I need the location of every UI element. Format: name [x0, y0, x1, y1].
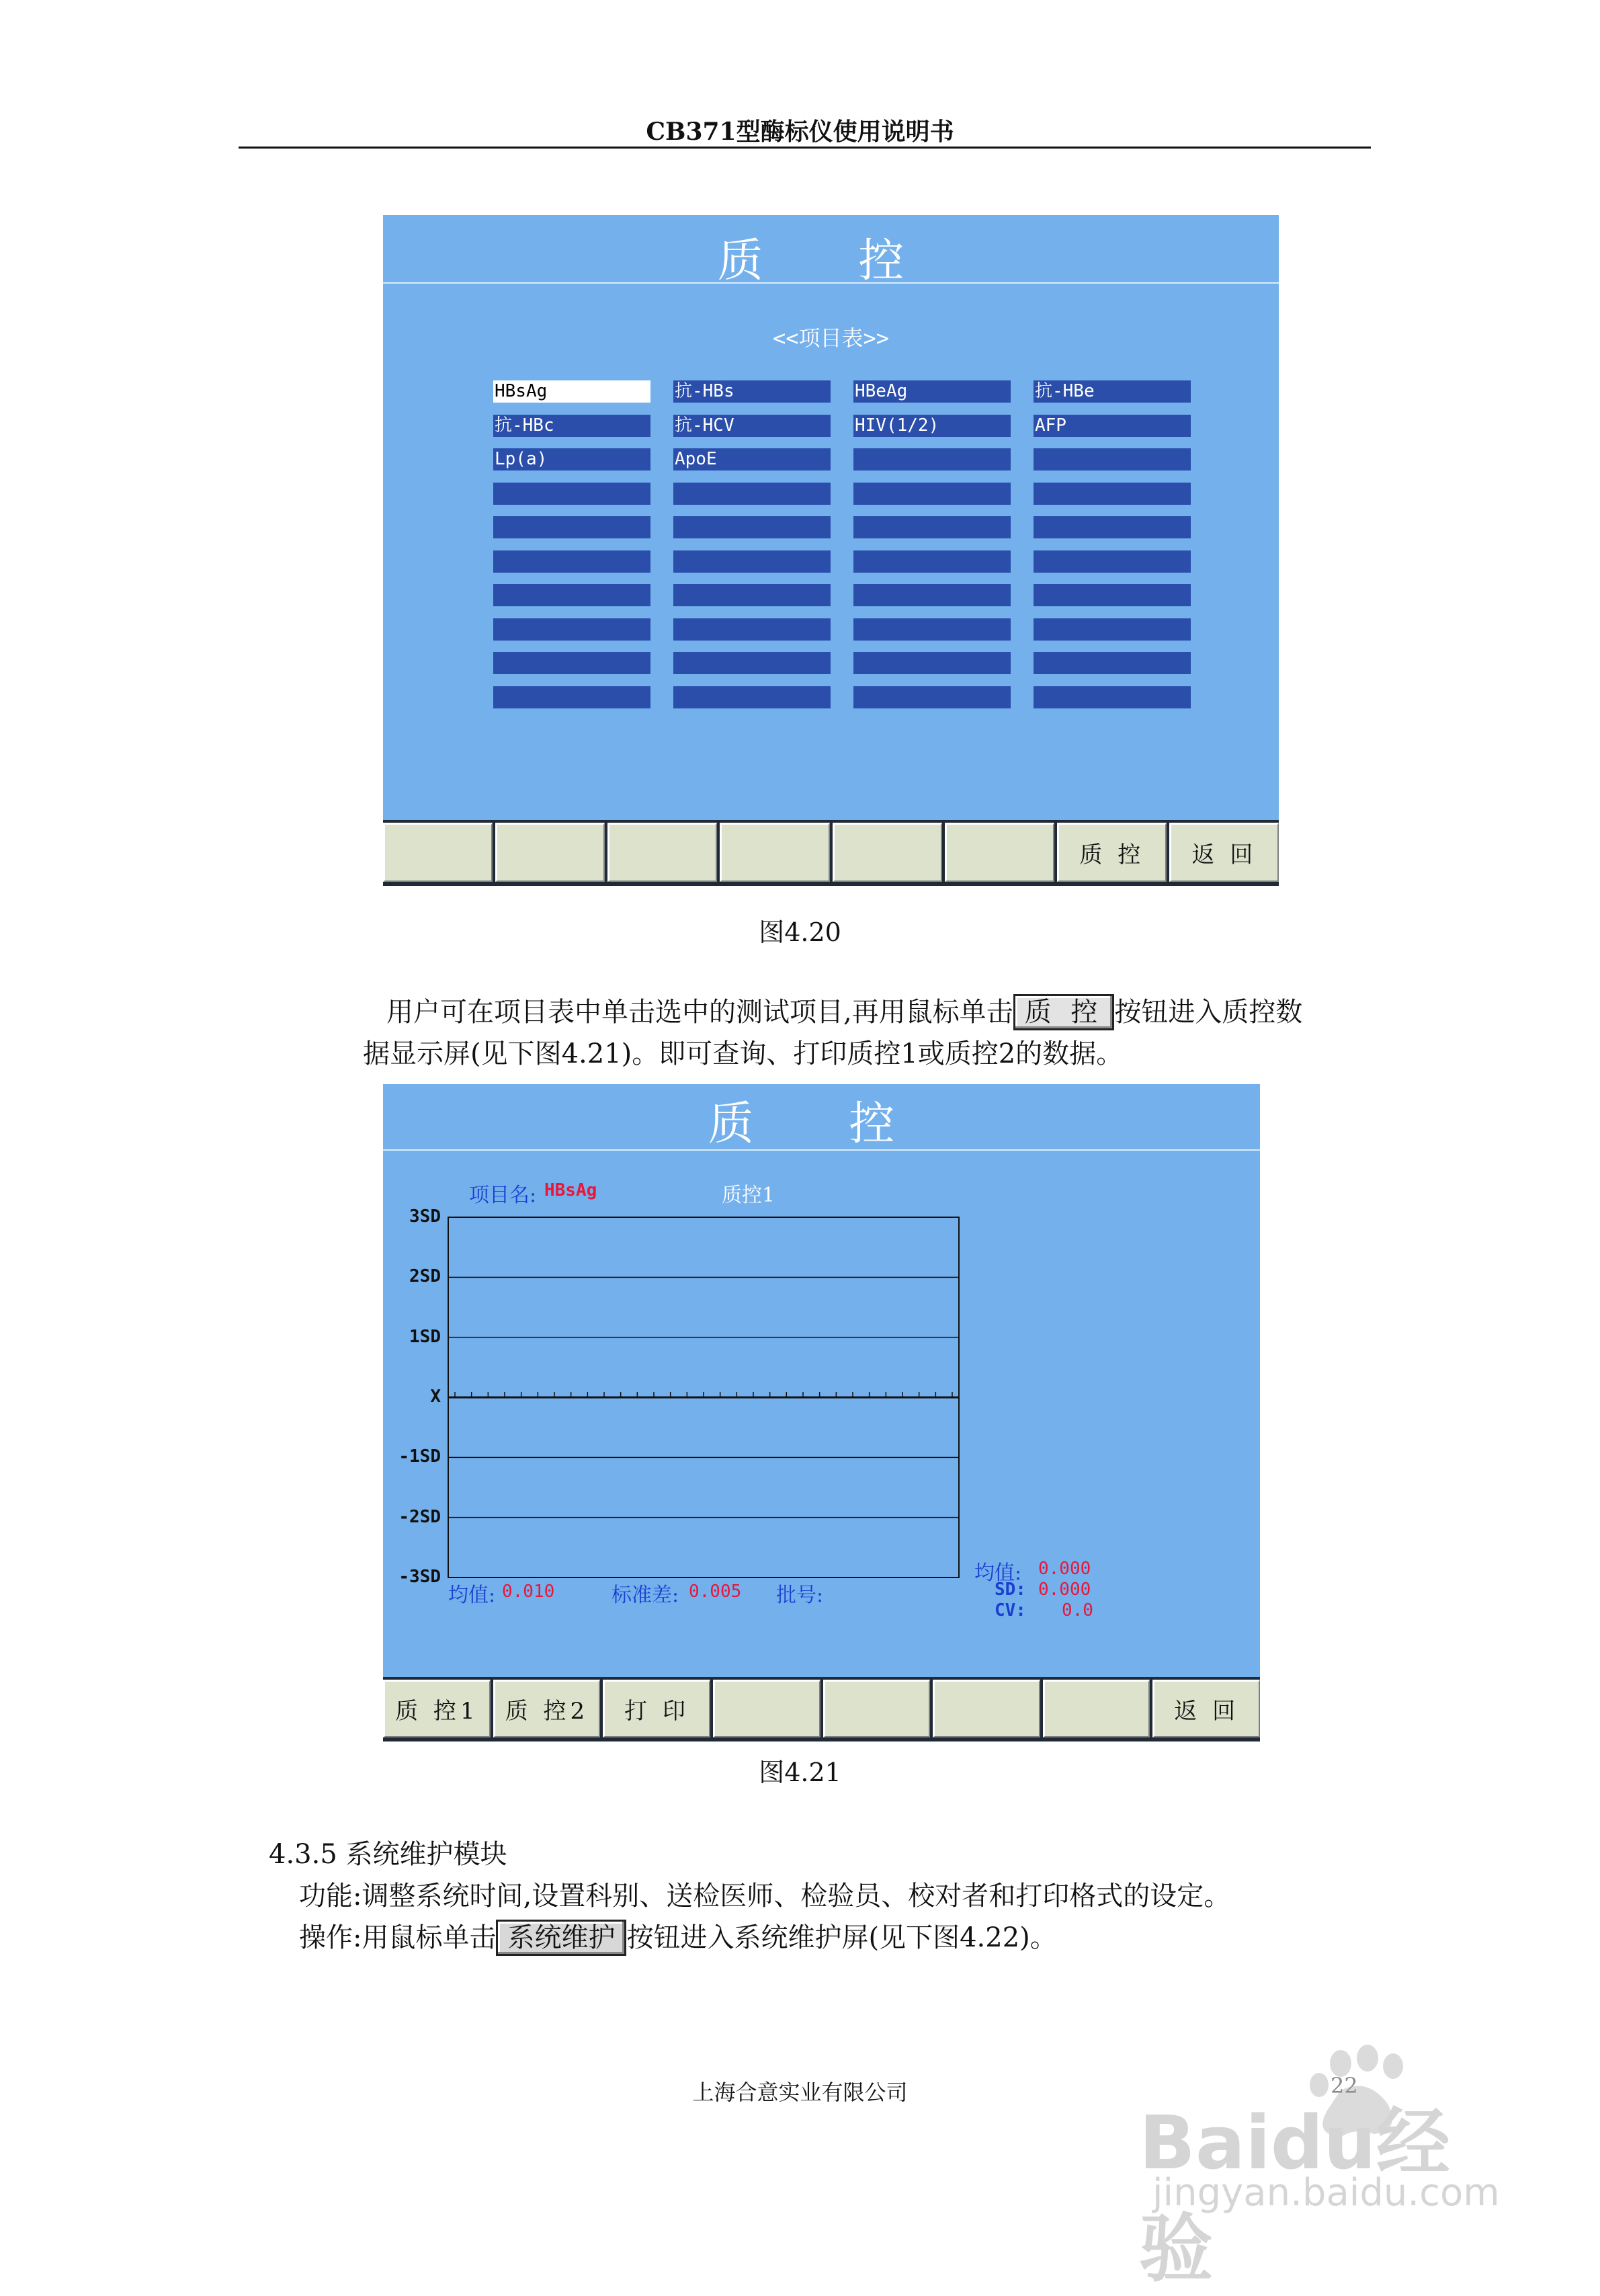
item-cell[interactable] [493, 618, 650, 641]
item-cell[interactable]: HBsAg [493, 380, 650, 403]
item-cell[interactable]: 抗-HBc [493, 415, 650, 437]
item-cell[interactable] [673, 550, 831, 573]
back-button[interactable]: 返 回 [1152, 1680, 1260, 1737]
title-rule [383, 282, 1279, 284]
page-number: 22 [1331, 2073, 1358, 2098]
stats-cv-label: CV: [995, 1600, 1026, 1621]
stats-mean-value: 0.000 [1038, 1559, 1091, 1579]
inline-qc-button: 质 控 [1013, 994, 1115, 1030]
watermark-url: jingyan.baidu.com [1152, 2171, 1500, 2215]
item-cell[interactable] [853, 516, 1011, 538]
paragraph-line-1 [386, 991, 1302, 1033]
softkey-2[interactable] [495, 823, 605, 882]
item-name-value: HBsAg [544, 1180, 597, 1200]
mean-label-bottom: 均值: [448, 1584, 496, 1607]
item-cell[interactable]: 抗-HCV [673, 415, 831, 437]
softkey-6[interactable] [945, 823, 1054, 882]
item-cell[interactable] [853, 686, 1011, 708]
item-cell[interactable]: AFP [1034, 415, 1191, 437]
section-function: 功能:调整系统时间,设置科别、送检医师、检验员、校对者和打印格式的设定。 [299, 1881, 1231, 1912]
mean-value-bottom: 0.010 [502, 1582, 555, 1602]
stats-mean-label: 均值: [974, 1561, 1022, 1585]
item-name-label: 项目名: [469, 1184, 537, 1207]
item-cell[interactable] [673, 516, 831, 538]
figure-caption-4-21: 图4.21 [759, 1758, 841, 1787]
section-operation [299, 1917, 1057, 1959]
item-cell[interactable] [853, 652, 1011, 674]
item-cell[interactable] [673, 686, 831, 708]
paragraph-text: 按钮进入质控数 [1114, 997, 1303, 1028]
item-cell[interactable]: ApoE [673, 448, 831, 470]
y-axis-label: -2SD [398, 1506, 441, 1527]
item-cell[interactable]: HIV(1/2) [853, 415, 1011, 437]
paragraph-line-2: 据显示屏(见下图4.21)。即可查询、打印质控1或质控2的数据。 [363, 1038, 1124, 1069]
softkey-5[interactable] [823, 1680, 931, 1737]
qc-chart-screen [383, 1084, 1260, 1741]
softkey-6[interactable] [933, 1680, 1040, 1737]
batch-label: 批号: [776, 1584, 824, 1607]
stats-sd-value: 0.000 [1038, 1580, 1091, 1600]
item-cell[interactable] [673, 483, 831, 505]
item-cell[interactable] [493, 483, 650, 505]
item-cell[interactable] [1034, 448, 1191, 470]
y-axis-label: X [430, 1387, 441, 1407]
qc-button[interactable]: 质 控 [1057, 823, 1167, 882]
screen-title: 质 控 [708, 1098, 935, 1151]
item-cell[interactable] [493, 550, 650, 573]
back-button[interactable]: 返 回 [1169, 823, 1279, 882]
std-label-bottom: 标准差: [612, 1584, 679, 1607]
stats-sd-label: SD: [995, 1580, 1026, 1600]
softkey-3[interactable] [607, 823, 717, 882]
item-cell[interactable] [493, 516, 650, 538]
qc-level-label: 质控1 [722, 1184, 775, 1207]
y-axis-label: -1SD [398, 1446, 441, 1467]
inline-system-maintenance-button: 系统维护 [496, 1920, 626, 1956]
screen-title: 质 控 [717, 235, 945, 288]
item-cell[interactable]: 抗-HBs [673, 380, 831, 403]
softkey-4[interactable] [720, 823, 829, 882]
section-heading: 4.3.5 系统维护模块 [269, 1839, 507, 1870]
item-cell[interactable] [493, 652, 650, 674]
item-cell[interactable] [673, 618, 831, 641]
item-cell[interactable] [1034, 516, 1191, 538]
item-cell[interactable] [853, 448, 1011, 470]
operation-text: 操作:用鼠标单击 [299, 1922, 497, 1953]
footer-company: 上海合意实业有限公司 [692, 2080, 908, 2105]
y-axis-label: 3SD [409, 1206, 441, 1227]
softkey-5[interactable] [833, 823, 942, 882]
header-rule [239, 147, 1371, 149]
item-cell[interactable] [1034, 652, 1191, 674]
item-cell[interactable] [853, 584, 1011, 606]
item-cell[interactable] [853, 483, 1011, 505]
item-cell[interactable] [853, 618, 1011, 641]
paragraph-text: 用户可在项目表中单击选中的测试项目,再用鼠标单击 [386, 997, 1013, 1028]
button-bar [383, 820, 1279, 886]
softkey-1[interactable] [383, 823, 493, 882]
figure-caption-4-20: 图4.20 [759, 917, 841, 947]
item-cell[interactable]: Lp(a) [493, 448, 650, 470]
item-cell[interactable] [493, 584, 650, 606]
item-cell[interactable]: 抗-HBe [1034, 380, 1191, 403]
item-cell[interactable] [1034, 686, 1191, 708]
print-button[interactable]: 打 印 [603, 1680, 710, 1737]
y-axis-label: -3SD [398, 1567, 441, 1587]
y-axis-label: 2SD [409, 1266, 441, 1287]
operation-text: 按钮进入系统维护屏(见下图4.22)。 [626, 1922, 1057, 1953]
button-bar [383, 1677, 1260, 1741]
qc-chart [383, 1084, 1260, 1741]
baidu-watermark [1139, 2043, 1515, 2292]
qc1-button[interactable]: 质 控1 [383, 1680, 491, 1737]
item-cell[interactable] [1034, 550, 1191, 573]
stats-cv-value: 0.0 [1062, 1600, 1093, 1621]
std-value-bottom: 0.005 [689, 1582, 742, 1602]
item-cell[interactable] [1034, 584, 1191, 606]
item-cell[interactable] [1034, 483, 1191, 505]
item-cell[interactable] [493, 686, 650, 708]
item-cell[interactable] [1034, 618, 1191, 641]
item-cell[interactable] [673, 652, 831, 674]
item-table-subtitle: <<项目表>> [772, 325, 890, 351]
item-cell[interactable]: HBeAg [853, 380, 1011, 403]
watermark-brand: Baidu经验 [1139, 2100, 1450, 2292]
qc-item-table-screen [383, 215, 1279, 886]
item-cell[interactable] [853, 550, 1011, 573]
softkey-4[interactable] [713, 1680, 820, 1737]
qc2-button[interactable]: 质 控2 [493, 1680, 601, 1737]
softkey-7[interactable] [1043, 1680, 1150, 1737]
y-axis-label: 1SD [409, 1326, 441, 1347]
document-header-title: CB371型酶标仪使用说明书 [646, 118, 954, 146]
item-cell[interactable] [673, 584, 831, 606]
